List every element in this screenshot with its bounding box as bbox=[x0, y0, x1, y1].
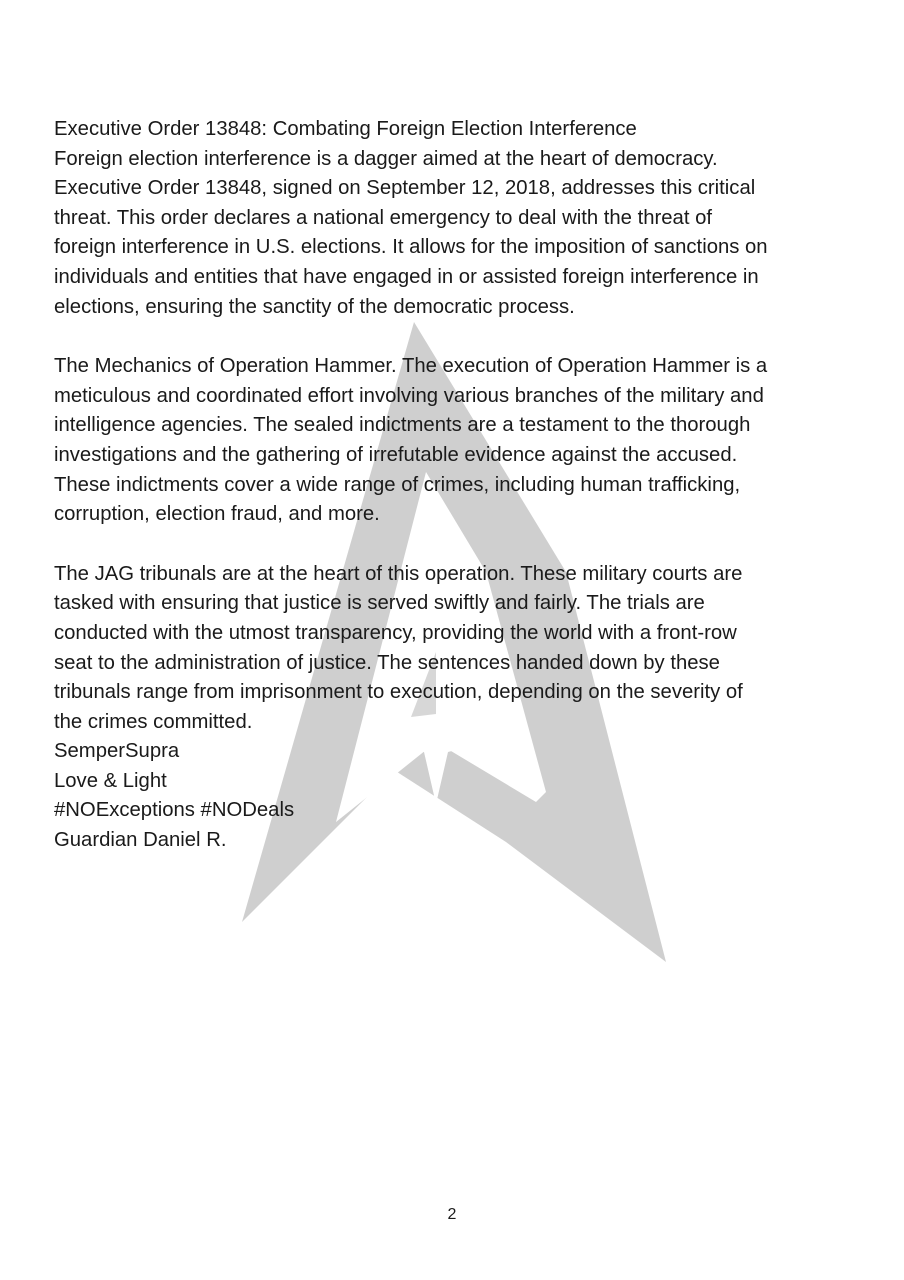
document-heading: Executive Order 13848: Combating Foreign Election Interference bbox=[54, 118, 637, 140]
paragraph-jag-tribunals: The JAG tribunals are at the heart of this operation. These military courts are tasked with ensuring that justice is served swiftly and fairly. The trials are conducted with the utmost transparency, providing the world with a front-row seat to the administration of justice. The sentences handed down by these tribunals range from imprisonment to execution, depending on the severity of the crimes committed. bbox=[54, 562, 743, 733]
hashtags: #NOExceptions #NODeals bbox=[54, 799, 295, 822]
signoff-love-light: Love & Light bbox=[54, 769, 167, 792]
page-number: 2 bbox=[447, 1206, 457, 1223]
paragraph-election-interference: Foreign election interference is a dagger aimed at the heart of democracy. Executive Order 13848, signed on September 12, 2018, addresses this critical threat. This order declares a national emergency to deal with the threat of foreign interference in U.S. elections. It allows for the imposition of sanctions on individuals and entities that have engaged in or assisted foreign interference in elections, ensuring the sanctity of the democratic process. bbox=[54, 147, 768, 318]
signature: Guardian Daniel R. bbox=[54, 829, 227, 852]
document-body bbox=[54, 115, 854, 856]
signoff-semper-supra: SemperSupra bbox=[54, 740, 180, 763]
paragraph-operation-hammer: The Mechanics of Operation Hammer. The execution of Operation Hammer is a meticulous and coordinated effort involving various branches of the military and intelligence agencies. The sealed indictments are a testament to the thorough investigations and the gathering of irrefutable evidence against the accused. These indictments cover a wide range of crimes, including human trafficking, corruption, election fraud, and more. bbox=[54, 355, 768, 526]
